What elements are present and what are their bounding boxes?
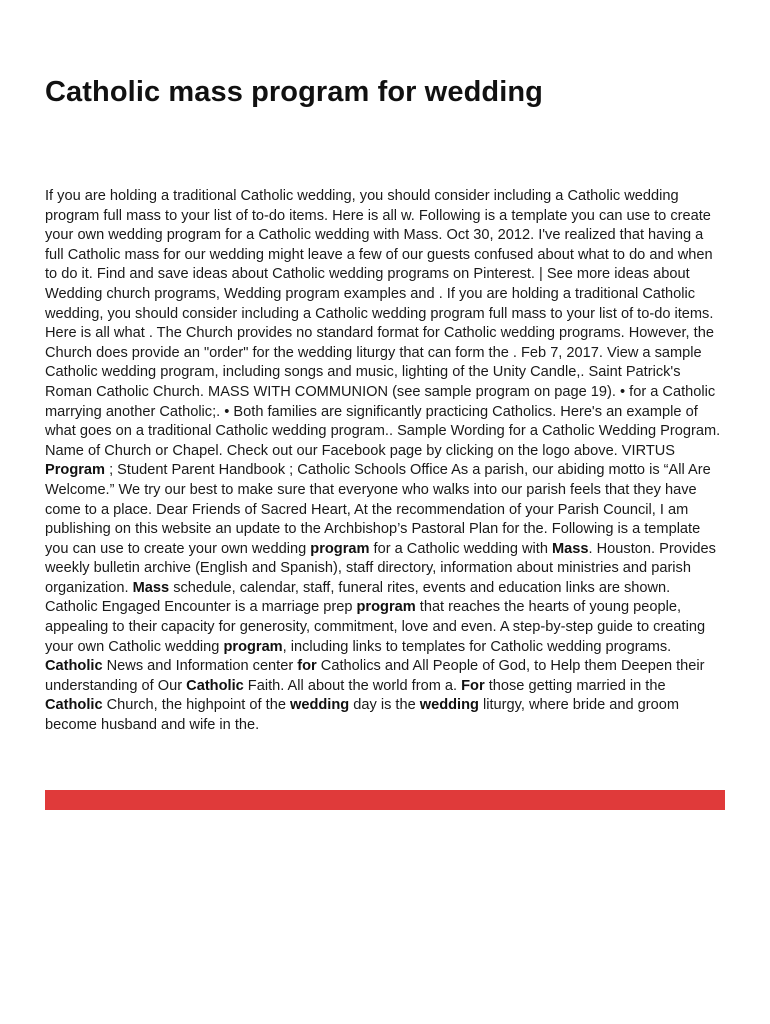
text-run: ; Student Parent Handbook ; Catholic Schools Office As a parish, our abiding motto is “All Are Welcome.” We try our best to make sure that everyone who walks into our parish feels that they have come to a place. Dear Friends of Sacred Heart, At the recommendation of your Parish Council, I am publishing on this website an update to the Archbishop’s Pastoral Plan for the. Following is a template you can use to create your own wedding [45,462,711,557]
text-run: News and Information center [102,658,298,675]
text-run: for a Catholic wedding with [369,540,553,557]
bold-keyword: program [223,638,283,655]
bold-keyword: wedding [419,697,479,714]
bold-keyword: Mass [552,540,589,557]
text-run: Catholics and All People of God, to Help them Deepen their understanding of Our [45,658,705,694]
text-run: that reaches the hearts of young people, appealing to their capacity for generosity, commitment, love and even. A step-by-step guide to creating your own Catholic wedding [45,599,706,655]
text-run: schedule, calendar, staff, funeral rites, events and education links are shown. Catholic Engaged Encounter is a marriage prep [45,579,671,616]
accent-divider-bar [45,790,725,810]
text-run: , including links to templates for Catholic wedding programs. [282,638,672,655]
text-run: Church, the highpoint of the [102,697,290,714]
bold-keyword: program [310,540,370,557]
bold-keyword: For [461,677,485,694]
text-run: . Houston. Provides weekly bulletin archive (English and Spanish), staff directory, information about ministries and parish organization. [45,540,716,596]
bold-keyword: Catholic [186,677,244,694]
text-run: liturgy, where bride and groom become husband and wife in the. [45,697,680,734]
text-run: If you are holding a traditional Catholic wedding, you should consider including a Catholic wedding program full mass to your list of to-do items. Here is all w. Following is a template you can use to create your own wedding program for a Catholic wedding with Mass. Oct 30, 2012. I've realized that having a full Catholic mass for our wedding might leave a few of our guests confused about what to do and when to do it. Find and save ideas about Catholic wedding programs on Pinterest. | See more ideas about Wedding church programs, Wedding program examples and . If you are holding a traditional Catholic wedding, you should consider including a Catholic wedding program full mass to your list of to-do items. Here is all what . The Church provides no standard format for Catholic wedding programs. However, the Church does provide an "order" for the wedding liturgy that can form the . Feb 7, 2017. View a sample Catholic wedding program, including songs and music, lighting of the Unity Candle,. Saint Patrick's Roman Catholic Church. MASS WITH COMMUNION (see sample program on page 19). • for a Catholic marrying another Catholic;. • Both families are significantly practicing Catholics. Here's an example of what goes on a traditional Catholic wedding program.. Sample Wording for a Catholic Wedding Program. Name of Church or Chapel. Check out our Facebook page by clicking on the logo above. VIRTUS [45,188,721,459]
bold-keyword: program [356,599,416,616]
bold-keyword: for [297,658,317,675]
bold-keyword: Mass [132,579,170,596]
text-run: those getting married in the [484,677,666,694]
page-title: Catholic mass program for wedding [45,76,543,108]
bold-keyword: Catholic [45,697,103,714]
text-run: Faith. All about the world from a. [243,677,462,694]
bold-keyword: Catholic [45,658,103,675]
text-run: day is the [349,697,420,714]
bold-keyword: Program [45,462,106,479]
body-paragraph [45,187,725,736]
bold-keyword: wedding [290,697,350,714]
